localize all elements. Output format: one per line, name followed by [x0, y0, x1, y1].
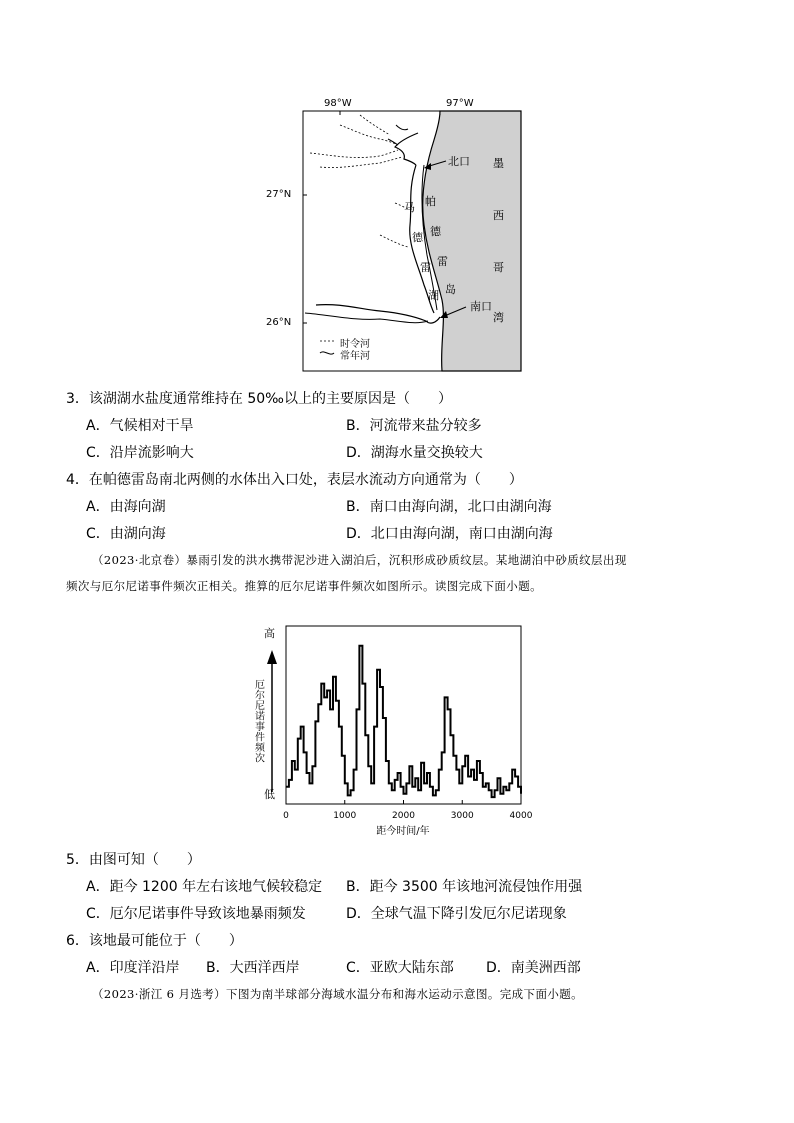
- question-5-option-d[interactable]: D．全球气温下降引发厄尔尼诺现象: [346, 906, 567, 922]
- y-axis-label: [255, 679, 266, 765]
- question-6-option-a[interactable]: A．印度洋沿岸: [86, 960, 180, 976]
- question-3-option-a[interactable]: A．气候相对干旱: [86, 418, 194, 434]
- lat-label-26n: 26°N: [266, 317, 292, 328]
- legend-intermittent: 时令河: [340, 339, 370, 350]
- question-3-option-b[interactable]: B．河流带来盐分较多: [346, 418, 482, 434]
- lon-label-98w: 98°W: [324, 98, 352, 109]
- gulf-char-4: 湾: [493, 311, 504, 324]
- question-3-option-d[interactable]: D．湖海水量交换较大: [346, 445, 483, 461]
- question-6-option-d[interactable]: D．南美洲西部: [486, 960, 581, 976]
- lat-label-27n: 27°N: [266, 189, 292, 200]
- question-6-stem: 6．该地最可能位于（ ）: [66, 933, 243, 949]
- gulf-char-2: 西: [493, 209, 504, 222]
- padre-char-3: 雷: [437, 255, 448, 268]
- lagoon-char-4: 湖: [428, 289, 439, 302]
- chart-svg: [250, 620, 540, 840]
- passage-1-line-2: 频次与厄尔尼诺事件频次正相关。推算的厄尔尼诺事件频次如图所示。读图完成下面小题。: [66, 579, 542, 593]
- plot-frame: [286, 626, 521, 804]
- y-axis-label-char: 事: [255, 722, 265, 733]
- gulf-char-1: 墨: [493, 157, 504, 170]
- question-4-option-d[interactable]: D．北口由海向湖，南口由湖向海: [346, 526, 553, 542]
- y-axis-label-char: 频: [255, 743, 265, 754]
- question-4-option-c[interactable]: C．由湖向海: [86, 526, 166, 542]
- lon-label-97w: 97°W: [446, 98, 474, 109]
- y-axis-label-char: 件: [255, 732, 265, 744]
- question-3-option-c[interactable]: C．沿岸流影响大: [86, 445, 194, 461]
- question-6-option-c[interactable]: C．亚欧大陆东部: [346, 960, 454, 976]
- question-4-option-b[interactable]: B．南口由海向湖，北口由湖向海: [346, 499, 552, 515]
- x-tick-label: 1000: [333, 811, 357, 821]
- padre-char-4: 岛: [445, 283, 456, 296]
- x-tick-label: 2000: [392, 811, 415, 821]
- north-inlet-label: 北口: [448, 155, 470, 168]
- y-axis-label-char: 尔: [255, 690, 265, 702]
- y-axis-label-char: 厄: [255, 680, 265, 691]
- south-inlet-label: 南口: [470, 300, 492, 313]
- padre-char-1: 帕: [425, 195, 436, 208]
- y-axis-label-char: 尼: [255, 701, 265, 712]
- question-4-stem: 4．在帕德雷岛南北两侧的水体出入口处，表层水流动方向通常为（ ）: [66, 472, 523, 488]
- y-axis-label-char: 诺: [255, 711, 265, 723]
- question-5-option-c[interactable]: C．厄尔尼诺事件导致该地暴雨频发: [86, 906, 306, 922]
- lagoon-char-3: 雷: [420, 261, 431, 274]
- y-axis-label-char: 次: [255, 753, 265, 765]
- question-4-option-a[interactable]: A．由海向湖: [86, 499, 166, 515]
- el-nino-chart: [250, 620, 540, 840]
- y-high-label: 高: [264, 627, 275, 640]
- question-5-option-a[interactable]: A．距今 1200 年左右该地气候较稳定: [86, 879, 323, 895]
- y-axis-arrow-head: [267, 650, 277, 664]
- passage-2: （2023·浙江 6 月选考）下图为南半球部分海域水温分布和海水运动示意图。完成下面小题。: [92, 987, 584, 1001]
- lagoon-char-2: 德: [412, 231, 423, 244]
- passage-1-line-1: （2023·北京卷）暴雨引发的洪水携带泥沙进入湖泊后，沉积形成砂质纹层。某地湖泊中砂质纹层出现: [92, 553, 627, 567]
- y-low-label: 低: [264, 788, 275, 801]
- padre-char-2: 德: [430, 225, 441, 238]
- x-tick-label: 0: [283, 811, 289, 821]
- x-tick-label: 3000: [450, 811, 474, 821]
- legend-perennial: 常年河: [340, 351, 370, 362]
- question-5-option-b[interactable]: B．距今 3500 年该地河流侵蚀作用强: [346, 879, 583, 895]
- gulf-char-3: 哥: [493, 261, 504, 274]
- map-figure: [266, 95, 530, 385]
- question-6-option-b[interactable]: B．大西洋西岸: [206, 960, 300, 976]
- lagoon-char-1: 马: [404, 201, 415, 214]
- x-axis-label: 距今时间/年: [376, 826, 430, 837]
- question-5-stem: 5．由图可知（ ）: [66, 852, 201, 868]
- question-3-stem: 3．该湖湖水盐度通常维持在 50‰以上的主要原因是（ ）: [66, 391, 452, 407]
- x-tick-label: 4000: [509, 811, 533, 821]
